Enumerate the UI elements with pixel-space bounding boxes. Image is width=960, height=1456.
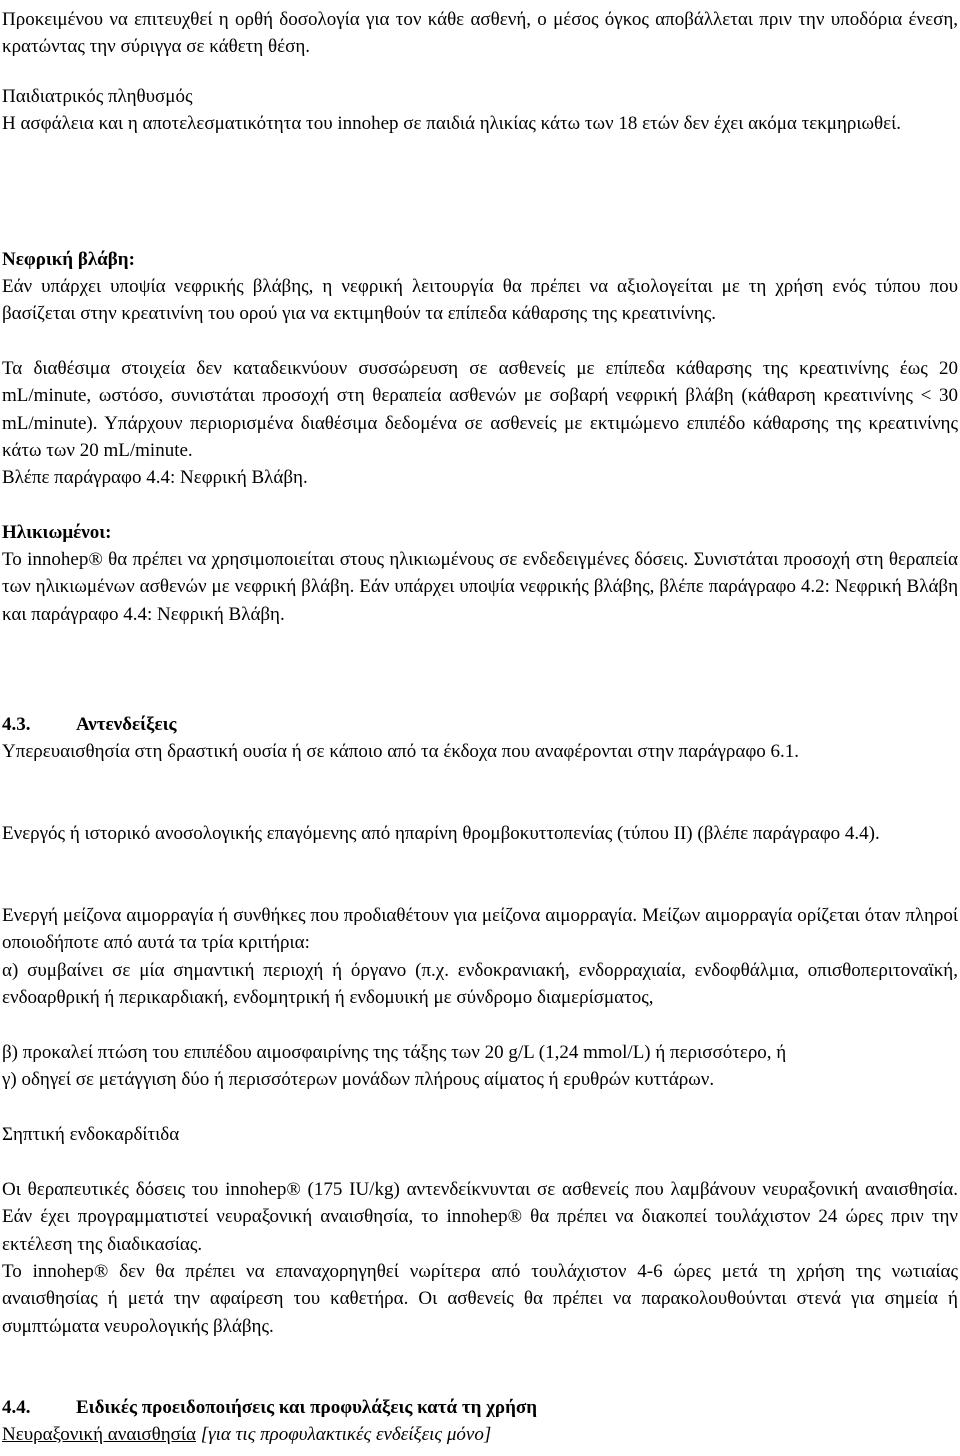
neuraxial-anaesthesia-paragraph: Οι θεραπευτικές δόσεις του innohep® (175 IU/kg) αντενδείκνυνται σε ασθενείς που λαμβάνουν νευραξονική αναισθησία. Εάν έχει προγραμματιστεί νευραξονική αναισθησία, το innohep® θα πρέπει να διακοπεί τουλάχιστον 24 ώρες πριν την εκτέλεση της διαδικασίας. xyxy=(2,1179,958,1255)
contraindication-hit: Ενεργός ή ιστορικό ανοσολογικής επαγόμενης από ηπαρίνη θρομβοκυττοπενίας (τύπου ΙΙ) (βλέπε παράγραφο 4.4). xyxy=(2,823,880,844)
section-4-4-title: Ειδικές προειδοποιήσεις και προφυλάξεις κατά τη χρήση xyxy=(76,1397,537,1418)
contraindication-hypersensitivity: Υπερευαισθησία στη δραστική ουσία ή σε κάποιο από τα έκδοχα που αναφέρονται στην παράγραφο 6.1. xyxy=(2,741,800,762)
section-4-4-number: 4.4. xyxy=(2,1397,31,1418)
pediatric-heading: Παιδιατρικός πληθυσμός xyxy=(2,86,193,107)
section-4-3-number: 4.3. xyxy=(2,714,31,735)
neuraxial-subheading-note: [για τις προφυλακτικές ενδείξεις μόνο] xyxy=(200,1424,492,1445)
renal-paragraph-2: Τα διαθέσιμα στοιχεία δεν καταδεικνύουν συσσώρευση σε ασθενείς με επίπεδα κάθαρσης της κρεατινίνης έως 20 mL/minute, ωστόσο, συνιστάται προσοχή στη θεραπεία ασθενών με σοβαρή νεφρική βλάβη (κάθαρση κρεατινίνης < 30 mL/minute). Υπάρχουν περιορισμένα διαθέσιμα δεδομένα σε ασθενείς με εκτιμώμενο επιπέδο κάθαρσης της κρεατινίνης κάτω των 20 mL/minute. xyxy=(2,358,958,462)
section-4-4-subheading xyxy=(2,1421,958,1448)
renal-reference: Βλέπε παράγραφο 4.4: Νεφρική Βλάβη. xyxy=(2,467,308,488)
section-4-4-heading xyxy=(2,1394,958,1421)
intro-paragraph: Προκειμένου να επιτευχθεί η ορθή δοσολογία για τον κάθε ασθενή, ο μέσος όγκος αποβάλλεται πριν την υποδόρια ένεση, κρατώντας την σύριγγα σε κάθετη θέση. xyxy=(2,9,958,58)
section-4-3-heading xyxy=(2,711,958,738)
elderly-text: Το innohep® θα πρέπει να χρησιμοποιείται στους ηλικιωμένους σε ενδεδειγμένες δόσεις. Συνιστάται προσοχή στη θεραπεία των ηλικιωμένων ασθενών με νεφρική βλάβη. Εάν υπάρχει υποψία νεφρικής βλάβης, βλέπε παράγραφο 4.2: Νεφρική Βλάβη και παράγραφο 4.4: Νεφρική Βλάβη. xyxy=(2,549,958,625)
bleeding-criterion-c: γ) οδηγεί σε μετάγγιση δύο ή περισσότερων μονάδων πλήρους αίματος ή ερυθρών κυττάρων. xyxy=(2,1069,715,1090)
septic-endocarditis-heading: Σηπτική ενδοκαρδίτιδα xyxy=(2,1124,180,1145)
bleeding-criterion-b: β) προκαλεί πτώση του επιπέδου αιμοσφαιρίνης της τάξης των 20 g/L (1,24 mmol/L) ή περισσότερο, ή xyxy=(2,1042,787,1063)
section-4-3-title: Αντενδείξεις xyxy=(76,714,177,735)
renal-paragraph-1: Εάν υπάρχει υποψία νεφρικής βλάβης, η νεφρική λειτουργία θα πρέπει να αξιολογείται με τη χρήση ενός τύπου που βασίζεται στην κρεατινίνη του ορού για να εκτιμηθούν τα επίπεδα κάθαρσης της κρεατινίνης. xyxy=(2,276,958,325)
pediatric-text: Η ασφάλεια και η αποτελεσματικότητα του innohep σε παιδιά ηλικίας κάτω των 18 ετών δεν έχει ακόμα τεκμηριωθεί. xyxy=(2,113,901,134)
neuraxial-subheading: Νευραξονική αναισθησία xyxy=(2,1424,196,1445)
readministration-paragraph: Το innohep® δεν θα πρέπει να επαναχορηγηθεί νωρίτερα από τουλάχιστον 4-6 ώρες μετά τη χρήση της νωτιαίας αναισθησίας ή μετά την αφαίρεση του καθετήρα. Οι ασθενείς θα πρέπει να παρακολουθούνται στενά για σημεία ή συμπτώματα νευρολογικής βλάβης. xyxy=(2,1261,958,1337)
bleeding-criterion-a: α) συμβαίνει σε μία σημαντική περιοχή ή όργανο (π.χ. ενδοκρανιακή, ενδορραχιαία, ενδοφθάλμια, οπισθοπεριτοναϊκή, ενδοαρθρική ή περικαρδιακή, ενδομητρική ή ενδομυική με σύνδρομο διαμερίσματος, xyxy=(2,960,958,1009)
contraindication-bleeding: Ενεργή μείζονα αιμορραγία ή συνθήκες που προδιαθέτουν για μείζονα αιμορραγία. Μείζων αιμορραγία ορίζεται όταν πληροί οποιοδήποτε από αυτά τα τρία κριτήρια: xyxy=(2,905,958,954)
renal-heading: Νεφρική βλάβη: xyxy=(2,249,135,270)
elderly-heading: Ηλικιωμένοι: xyxy=(2,522,112,543)
